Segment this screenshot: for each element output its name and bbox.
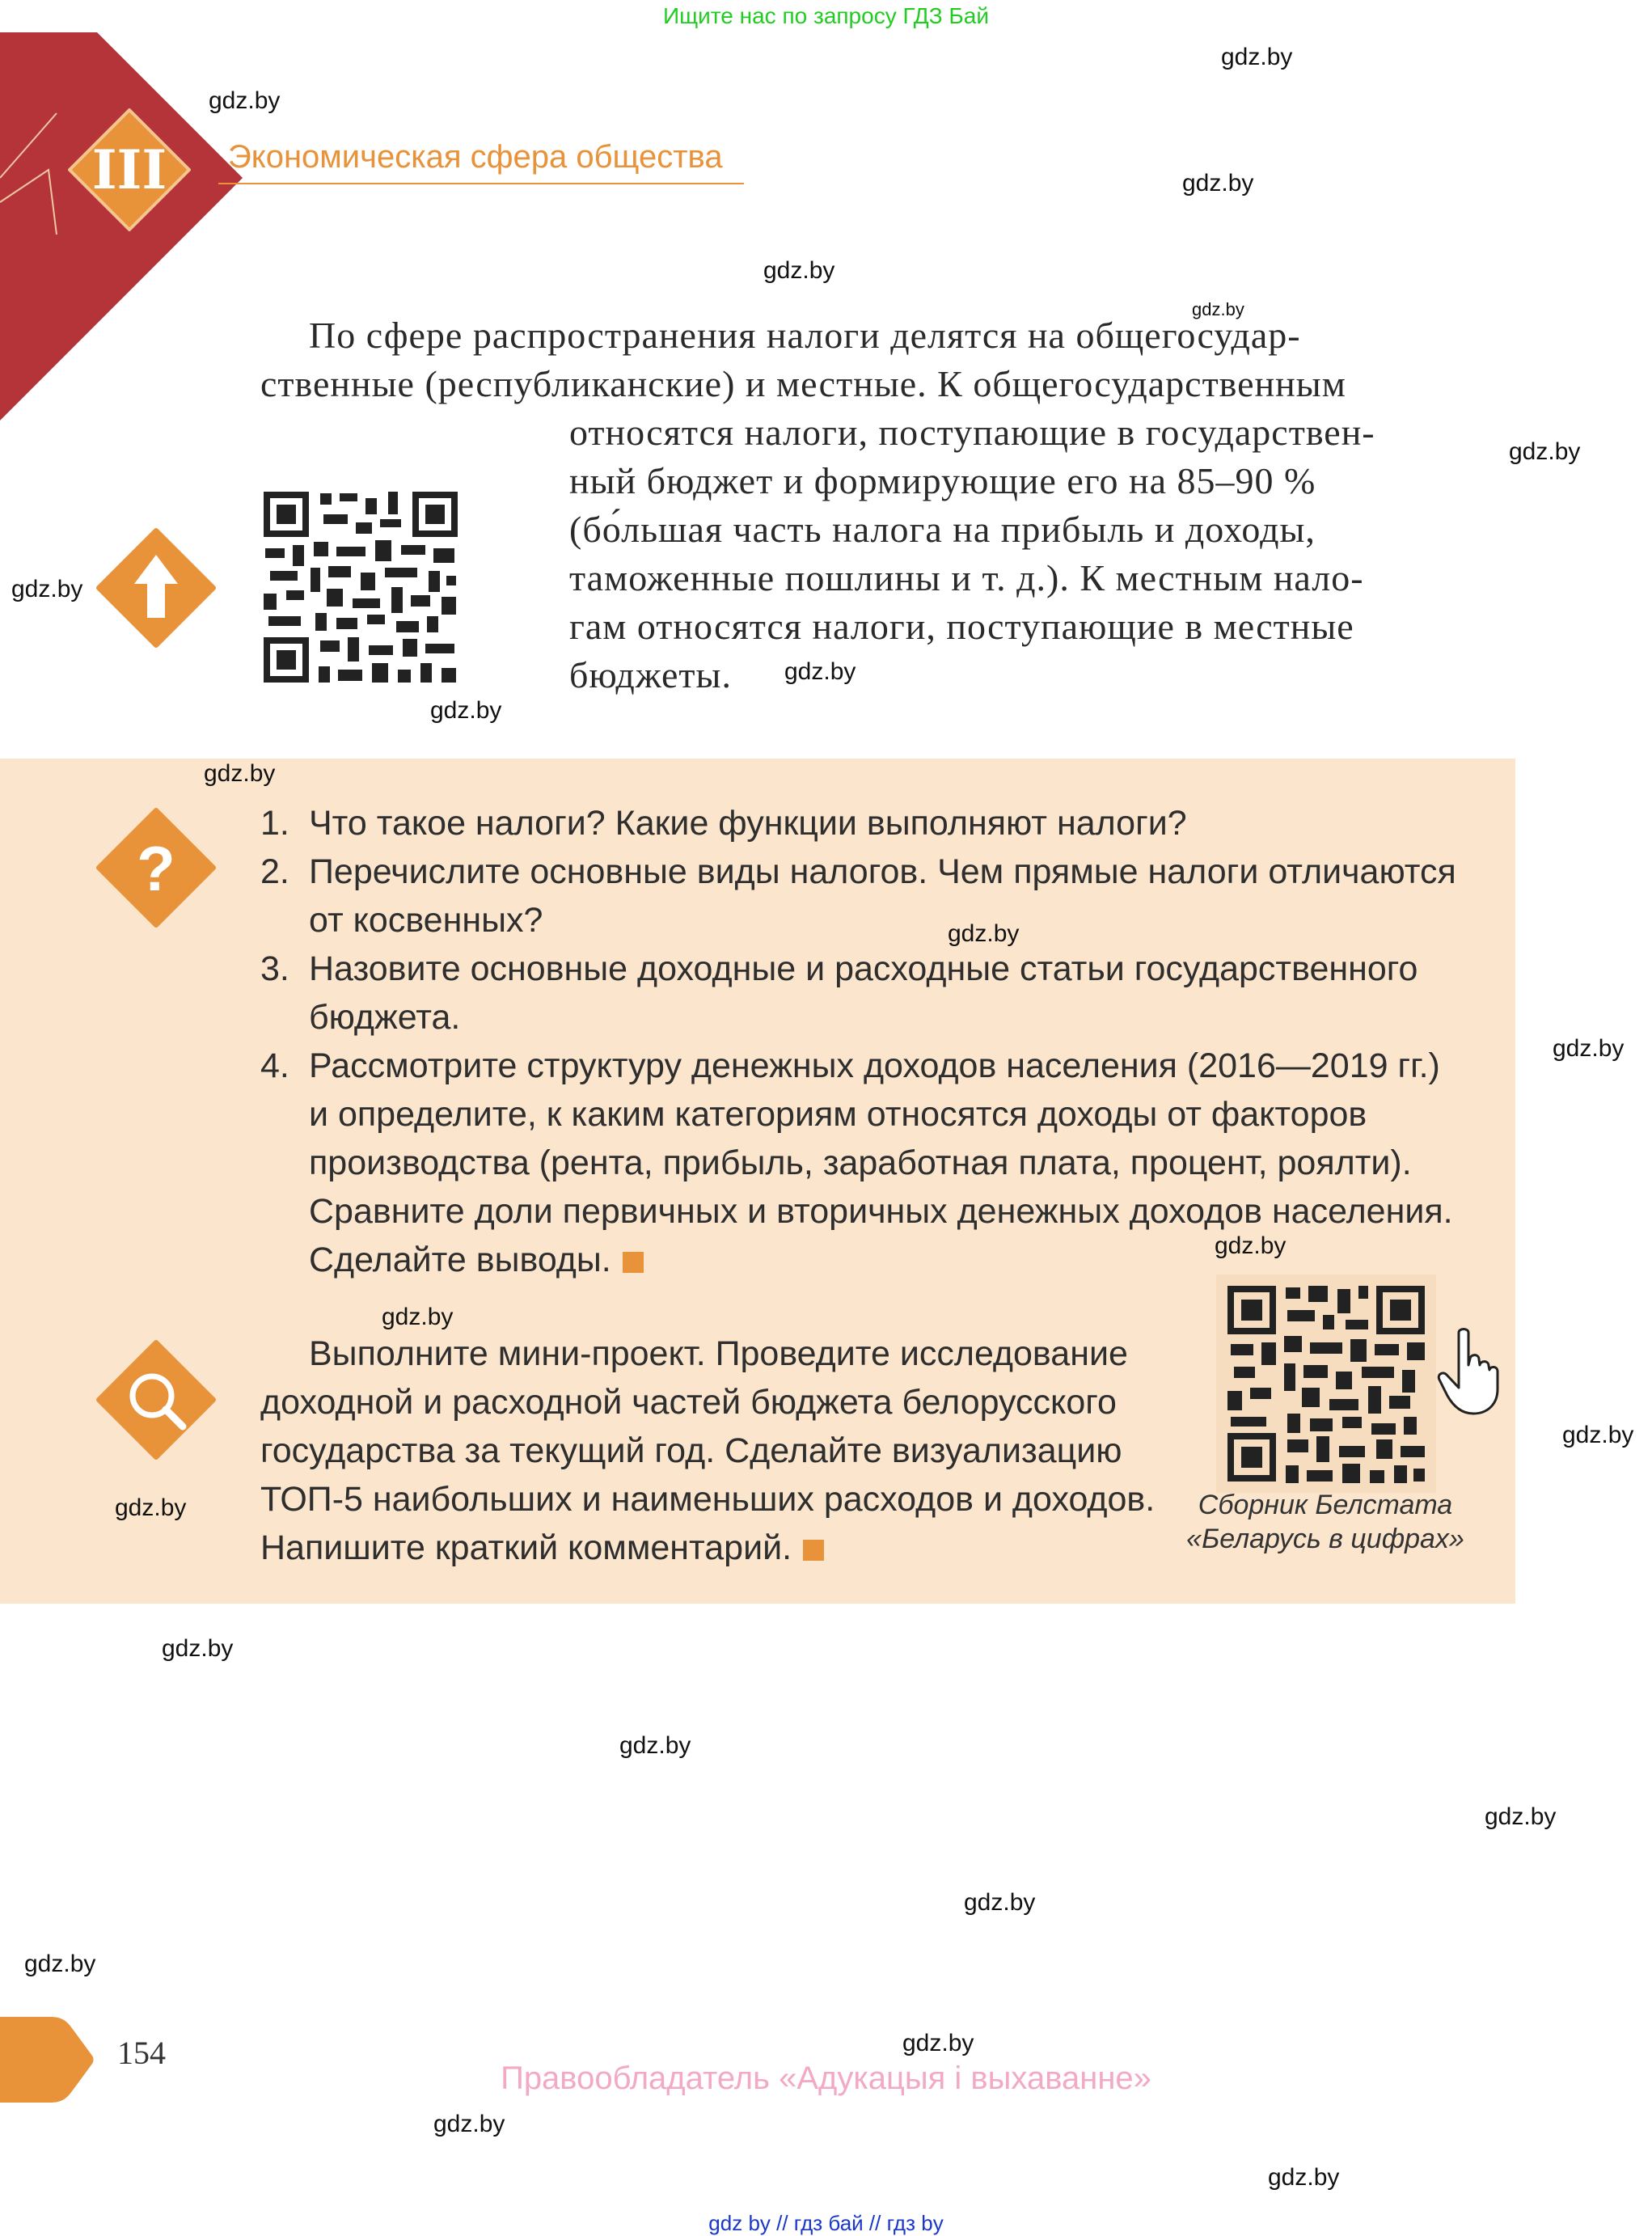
project-line: ТОП-5 наибольших и наименьших расходов и доходов. xyxy=(260,1480,1156,1519)
question-text: производства (рента, прибыль, заработная плата, процент, роялти). xyxy=(309,1143,1412,1182)
question-number: 1. xyxy=(260,804,289,843)
question-number: 3. xyxy=(260,949,289,988)
magnifier-icon[interactable] xyxy=(95,1339,217,1460)
end-marker-icon xyxy=(623,1252,644,1273)
footer-links[interactable]: gdz by // гдз бай // гдз by xyxy=(708,2211,944,2235)
intro-line: (бо́льшая часть налога на прибыль и доходы, xyxy=(569,509,1316,550)
qr-code[interactable] xyxy=(259,487,463,687)
watermark: gdz.by xyxy=(784,658,856,685)
pointing-hand-icon xyxy=(1434,1326,1507,1417)
svg-text:?: ? xyxy=(137,833,175,904)
project-line: доходной и расходной частей бюджета белорусского xyxy=(260,1383,1117,1422)
qr-caption-line1: Сборник Белстата xyxy=(1198,1490,1453,1520)
project-line xyxy=(260,1528,824,1568)
question-number: 2. xyxy=(260,852,289,891)
question-number: 4. xyxy=(260,1046,289,1085)
intro-line: ственные (республиканские) и местные. К общегосударственным xyxy=(260,363,1346,404)
chapter-badge xyxy=(65,105,194,235)
qr-caption-line2: «Беларусь в цифрах» xyxy=(1186,1524,1464,1554)
watermark: gdz.by xyxy=(763,257,835,284)
watermark: gdz.by xyxy=(204,760,276,787)
page-number: 154 xyxy=(117,2035,166,2071)
question-text: бюджета. xyxy=(309,998,461,1037)
question-text xyxy=(309,1241,644,1280)
watermark: gdz.by xyxy=(382,1304,454,1330)
question-text: Рассмотрите структуру денежных доходов населения (2016—2019 гг.) xyxy=(309,1046,1440,1085)
watermark: gdz.by xyxy=(1268,2164,1340,2191)
project-line: государства за текущий год. Сделайте визуализацию xyxy=(260,1431,1122,1470)
watermark: gdz.by xyxy=(11,576,83,602)
question-text-end: Сделайте выводы. xyxy=(309,1241,611,1279)
watermark: gdz.by xyxy=(619,1732,691,1759)
question-text: Назовите основные доходные и расходные статьи государственного xyxy=(309,949,1418,988)
watermark: gdz.by xyxy=(1182,170,1254,197)
watermark: gdz.by xyxy=(1485,1803,1557,1830)
watermark: gdz.by xyxy=(162,1635,234,1662)
chapter-underline xyxy=(218,183,744,184)
watermark: gdz.by xyxy=(1553,1035,1625,1062)
intro-line: таможенные пошлины и т. д.). К местным нало- xyxy=(569,557,1364,598)
watermark: gdz.by xyxy=(433,2111,505,2137)
question-text: Что такое налоги? Какие функции выполняют налоги? xyxy=(309,804,1187,843)
question-text: и определите, к каким категориям относятся доходы от факторов xyxy=(309,1095,1367,1134)
end-marker-icon xyxy=(803,1540,824,1561)
intro-line: гам относятся налоги, поступающие в местные xyxy=(569,606,1354,647)
copyright-notice: Правообладатель «Адукацыя і выхаванне» xyxy=(501,2061,1151,2096)
watermark: gdz.by xyxy=(209,87,281,114)
watermark: gdz.by xyxy=(1509,438,1581,465)
watermark: gdz.by xyxy=(902,2030,974,2056)
watermark: gdz.by xyxy=(1562,1422,1634,1448)
question-icon[interactable] xyxy=(95,807,217,928)
intro-line: ный бюджет и формирующие его на 85–90 % xyxy=(569,460,1316,501)
intro-line: По сфере распространения налоги делятся на общегосудар- xyxy=(309,315,1301,356)
chapter-number: III xyxy=(91,138,167,201)
top-note: Ищите нас по запросу ГДЗ Бай xyxy=(662,3,990,28)
chapter-title: Экономическая сфера общества xyxy=(228,139,723,175)
question-text: Перечислите основные виды налогов. Чем прямые налоги отличаются xyxy=(309,852,1456,891)
question-text: Сравните доли первичных и вторичных денежных доходов населения. xyxy=(309,1192,1453,1231)
project-line-end: Напишите краткий комментарий. xyxy=(260,1528,792,1567)
arrow-up-icon[interactable] xyxy=(95,527,217,649)
watermark: gdz.by xyxy=(115,1494,187,1521)
watermark: gdz.by xyxy=(948,920,1020,947)
project-line: Выполните мини-проект. Проведите исследование xyxy=(309,1334,1128,1373)
watermark: gdz.by xyxy=(24,1951,96,1977)
belstat-qr-code[interactable] xyxy=(1216,1274,1436,1493)
intro-line: бюджеты. xyxy=(569,654,732,695)
watermark: gdz.by xyxy=(430,697,502,724)
question-text: от косвенных? xyxy=(309,901,543,940)
intro-line: относятся налоги, поступающие в государствен- xyxy=(569,412,1375,453)
watermark: gdz.by xyxy=(1215,1232,1287,1259)
watermark: gdz.by xyxy=(1192,299,1244,319)
watermark: gdz.by xyxy=(964,1889,1036,1916)
watermark: gdz.by xyxy=(1221,44,1293,70)
